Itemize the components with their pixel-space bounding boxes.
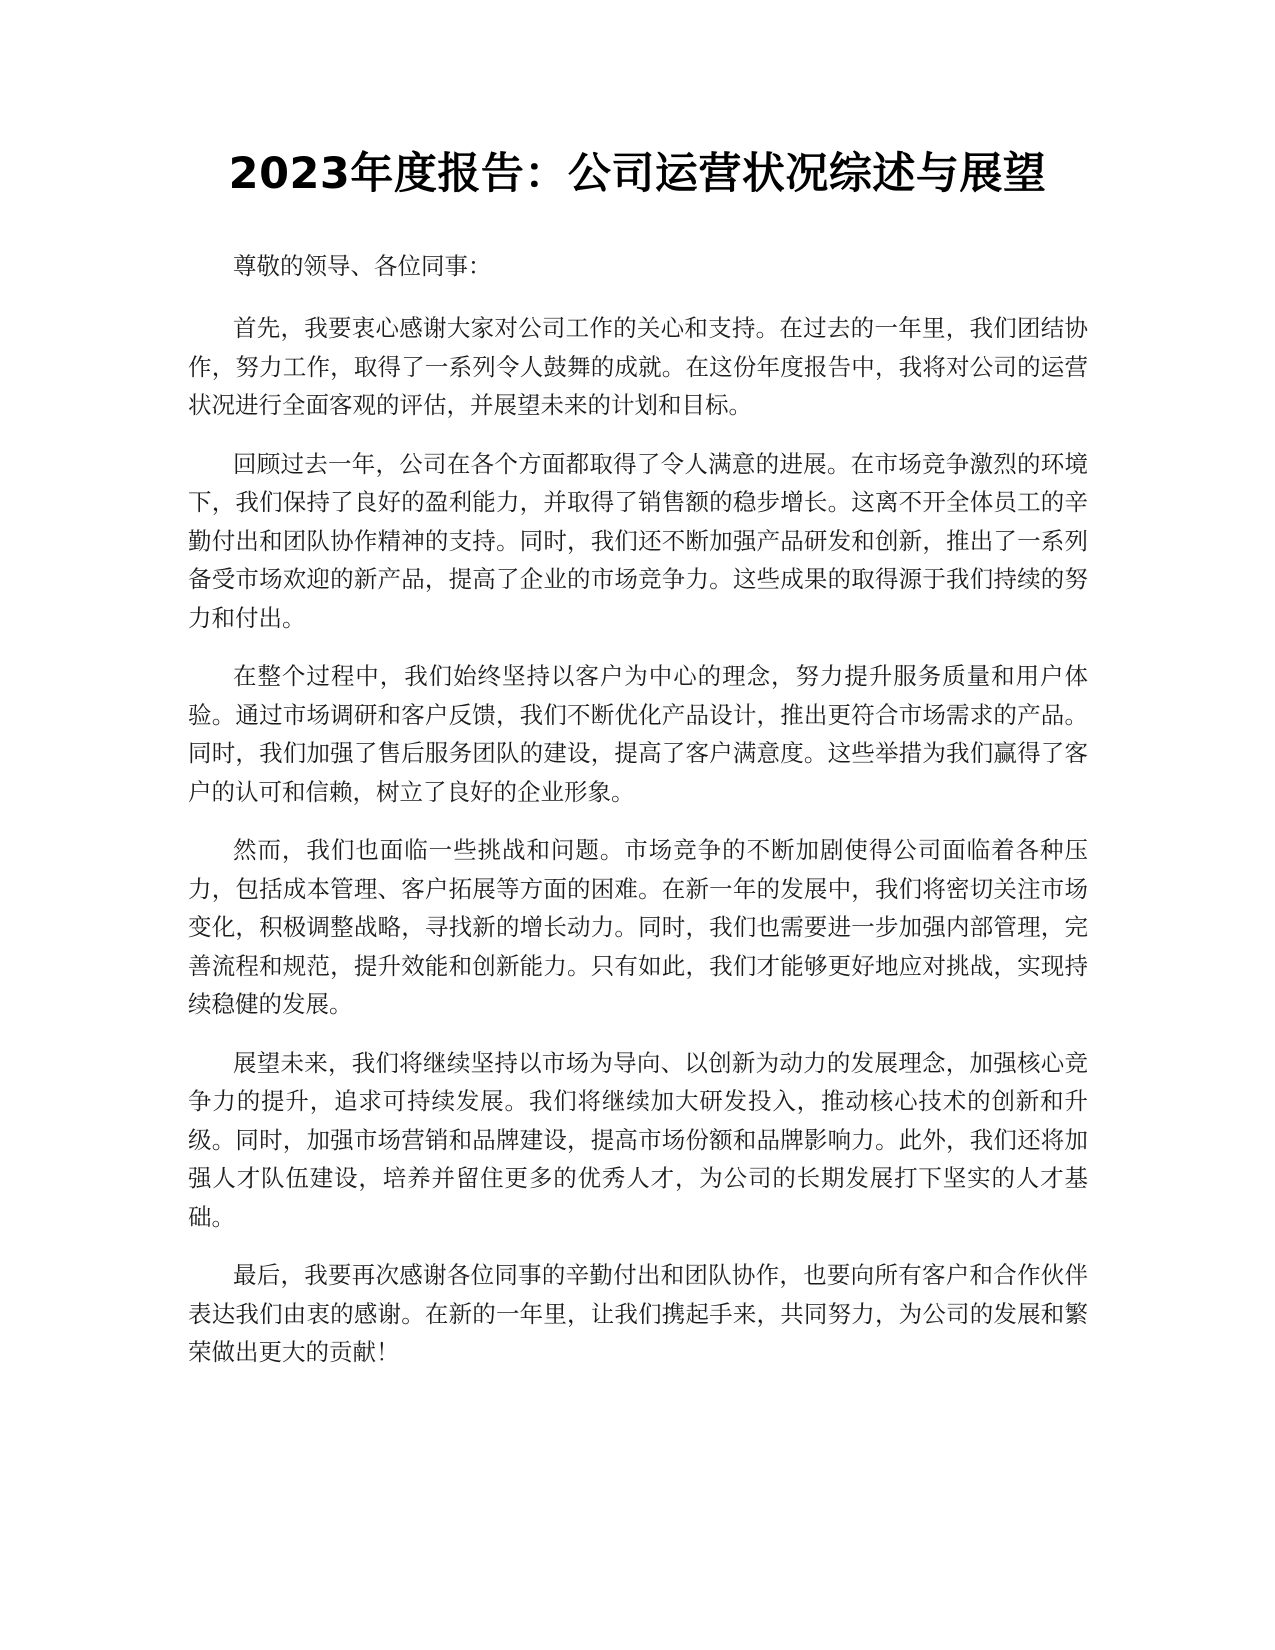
document-body: [188, 247, 1088, 1392]
paragraph-year-review: 回顾过去一年，公司在各个方面都取得了令人满意的进展。在市场竞争激烈的环境下，我们保持了良好的盈利能力，并取得了销售额的稳步增长。这离不开全体员工的辛勤付出和团队协作精神的支持。同时，我们还不断加强产品研发和创新，推出了一系列备受市场欢迎的新产品，提高了企业的市场竞争力。这些成果的取得源于我们持续的努力和付出。: [188, 449, 1088, 632]
document-title: 2023年度报告：公司运营状况综述与展望: [228, 149, 1047, 199]
paragraph-opening-thanks: 首先，我要衷心感谢大家对公司工作的关心和支持。在过去的一年里，我们团结协作，努力工作，取得了一系列令人鼓舞的成就。在这份年度报告中，我将对公司的运营状况进行全面客观的评估，并展望未来的计划和目标。: [188, 314, 1088, 419]
paragraph-closing-thanks: 最后，我要再次感谢各位同事的辛勤付出和团队协作，也要向所有客户和合作伙伴表达我们由衷的感谢。在新的一年里，让我们携起手来，共同努力，为公司的发展和繁荣做出更大的贡献！: [188, 1261, 1088, 1366]
paragraph-outlook: 展望未来，我们将继续坚持以市场为导向、以创新为动力的发展理念，加强核心竞争力的提升，追求可持续发展。我们将继续加大研发投入，推动核心技术的创新和升级。同时，加强市场营销和品牌建设，提高市场份额和品牌影响力。此外，我们还将加强人才队伍建设，培养并留住更多的优秀人才，为公司的长期发展打下坚实的人才基础。: [188, 1048, 1088, 1231]
paragraph-customer-focus: 在整个过程中，我们始终坚持以客户为中心的理念，努力提升服务质量和用户体验。通过市场调研和客户反馈，我们不断优化产品设计，推出更符合市场需求的产品。同时，我们加强了售后服务团队的建设，提高了客户满意度。这些举措为我们赢得了客户的认可和信赖，树立了良好的企业形象。: [188, 662, 1088, 806]
salutation: 尊敬的领导、各位同事：: [233, 252, 492, 280]
paragraph-challenges: 然而，我们也面临一些挑战和问题。市场竞争的不断加剧使得公司面临着各种压力，包括成本管理、客户拓展等方面的困难。在新一年的发展中，我们将密切关注市场变化，积极调整战略，寻找新的增长动力。同时，我们也需要进一步加强内部管理，完善流程和规范，提升效能和创新能力。只有如此，我们才能够更好地应对挑战，实现持续稳健的发展。: [188, 836, 1088, 1018]
